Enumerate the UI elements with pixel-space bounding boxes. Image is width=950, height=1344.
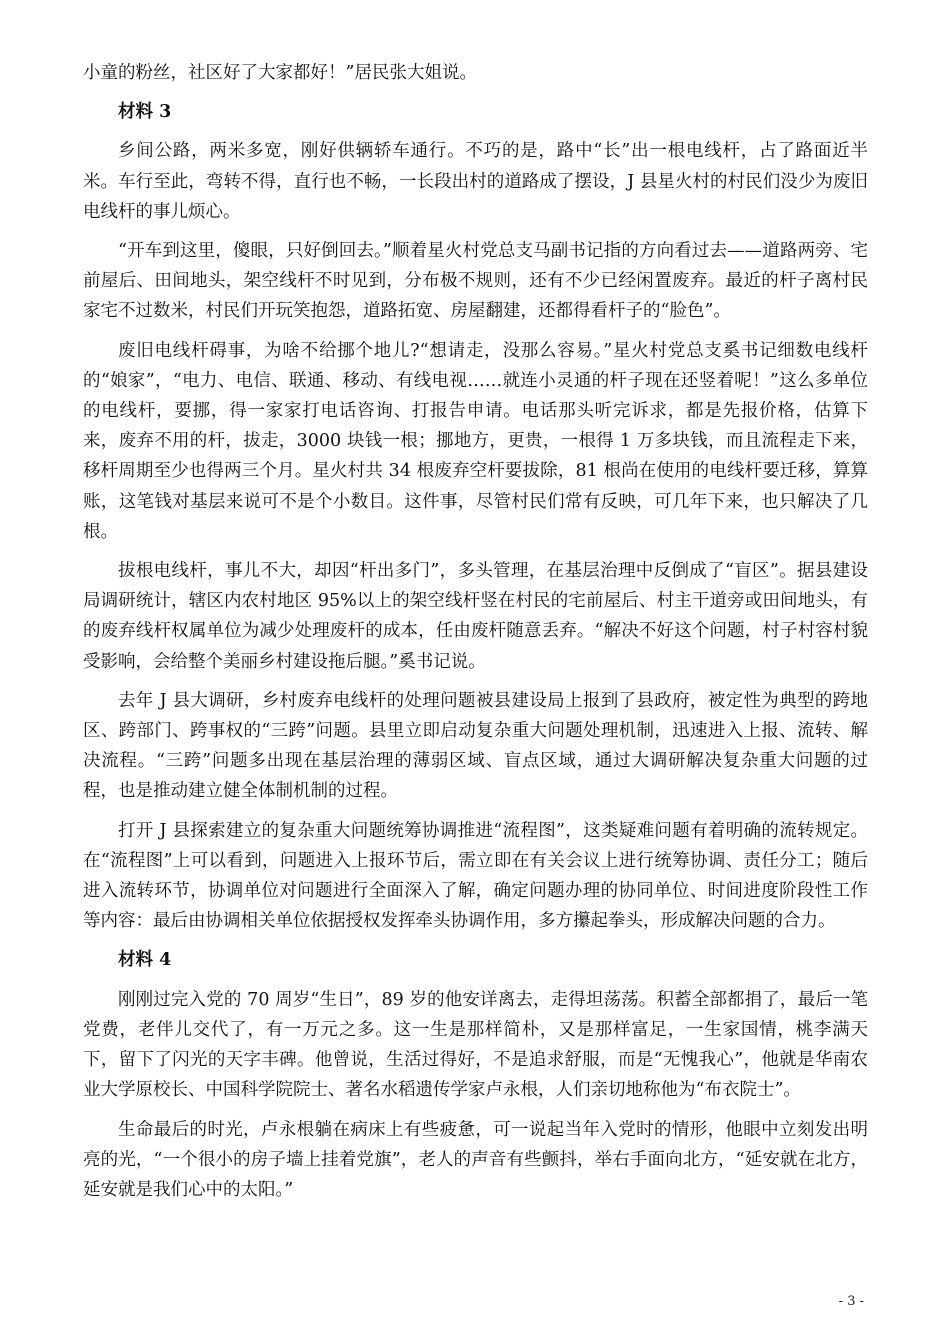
material-3-paragraph-2: “开车到这里，傻眼，只好倒回去。”顺着星火村党总支马副书记指的方向看过去——道路两旁、宅前屋后、田间地头，架空线杆不时见到，分布极不规则，还有不少已经闲置废弃。最近的杆子离村民家宅不过数米，村民们开玩笑抱怨，道路拓宽、房屋翻建，还都得看杆子的“脸色”。 (83, 241, 868, 322)
material-4-paragraph-1: 刚刚过完入党的 70 周岁“生日”，89 岁的他安详离去，走得坦荡荡。积蓄全部都捐了，最后一笔党费，老伴儿交代了，有一万元之多。这一生是那样简朴，又是那样富足，一生家国情，桃李满天下，留下了闪光的天字丰碑。他曾说，生活过得好，不是追求舒服，而是“无愧我心”，他就是华南农业大学原校长、中国科学院院士、著名水稻遗传学家卢永根，人们亲切地称他为“布衣院士”。 (83, 989, 868, 1101)
document-page (83, 58, 868, 1214)
material-4-heading: 材料 4 (118, 950, 172, 971)
material-3-paragraph-1: 乡间公路，两米多宽，刚好供辆轿车通行。不巧的是，路中“长”出一根电线杆，占了路面近半米。车行至此，弯转不得，直行也不畅，一长段出村的道路成了摆设，J 县星火村的村民们没少为废旧电线杆的事儿烦心。 (83, 141, 868, 222)
material-3-paragraph-4: 拔根电线杆，事儿不大，却因“杆出多门”，多头管理，在基层治理中反倒成了“盲区”。据县建设局调研统计，辖区内农村地区 95%以上的架空线杆竖在村民的宅前屋后、村主干道旁或田间地头，有的废弃线杆权属单位为减少处理废杆的成本，任由废杆随意丢弃。“解决不好这个问题，村子村容村貌受影响，会给整个美丽乡村建设拖后腿。”奚书记说。 (83, 561, 868, 672)
material-4-paragraph-2: 生命最后的时光，卢永根躺在病床上有些疲惫，可一说起当年入党时的情形，他眼中立刻发出明亮的光，“一个很小的房子墙上挂着党旗”，老人的声音有些颤抖，举右手面向北方，“延安就在北方，延安就是我们心中的太阳。” (83, 1119, 868, 1200)
page-number: - 3 - (838, 1294, 864, 1309)
material-3-paragraph-3: 废旧电线杆碍事，为啥不给挪个地儿?“想请走，没那么容易。”星火村党总支奚书记细数电线杆的“娘家”，“电力、电信、联通、移动、有线电视……就连小灵通的杆子现在还竖着呢！”这么多单位的电线杆，要挪，得一家家打电话咨询、打报告申请。电话那头听完诉求，都是先报价格，估算下来，废弃不用的杆，拔走，3000 块钱一根；挪地方，更贵，一根得 1 万多块钱，而且流程走下来，移杆周期至少也得两三个月。星火村共 34 根废弃空杆要拔除，81 根尚在使用的电线杆要迁移，算算账，这笔钱对基层来说可不是个小数目。这件事，尽管村民们常有反映，可几年下来，也只解决了几根。 (83, 340, 868, 542)
material-3-heading: 材料 3 (118, 102, 172, 123)
paragraph-continued: 小童的粉丝，社区好了大家都好！”居民张大姐说。 (83, 63, 477, 83)
material-3-paragraph-5: 去年 J 县大调研，乡村废弃电线杆的处理问题被县建设局上报到了县政府，被定性为典型的跨地区、跨部门、跨事权的“三跨”问题。县里立即启动复杂重大问题处理机制，迅速进入上报、流转、解决流程。“三跨”问题多出现在基层治理的薄弱区域、盲点区域，通过大调研解决复杂重大问题的过程，也是推动建立健全体制机制的过程。 (83, 690, 868, 802)
material-3-paragraph-6: 打开 J 县探索建立的复杂重大问题统筹协调推进“流程图”，这类疑难问题有着明确的流转规定。在“流程图”上可以看到，问题进入上报环节后，需立即在有关会议上进行统筹协调、责任分工；随后进入流转环节，协调单位对问题进行全面深入了解，确定问题办理的协同单位、时间进度阶段性工作等内容：最后由协调相关单位依据授权发挥牵头协调作用，多方攥起拳头，形成解决问题的合力。 (83, 820, 868, 932)
